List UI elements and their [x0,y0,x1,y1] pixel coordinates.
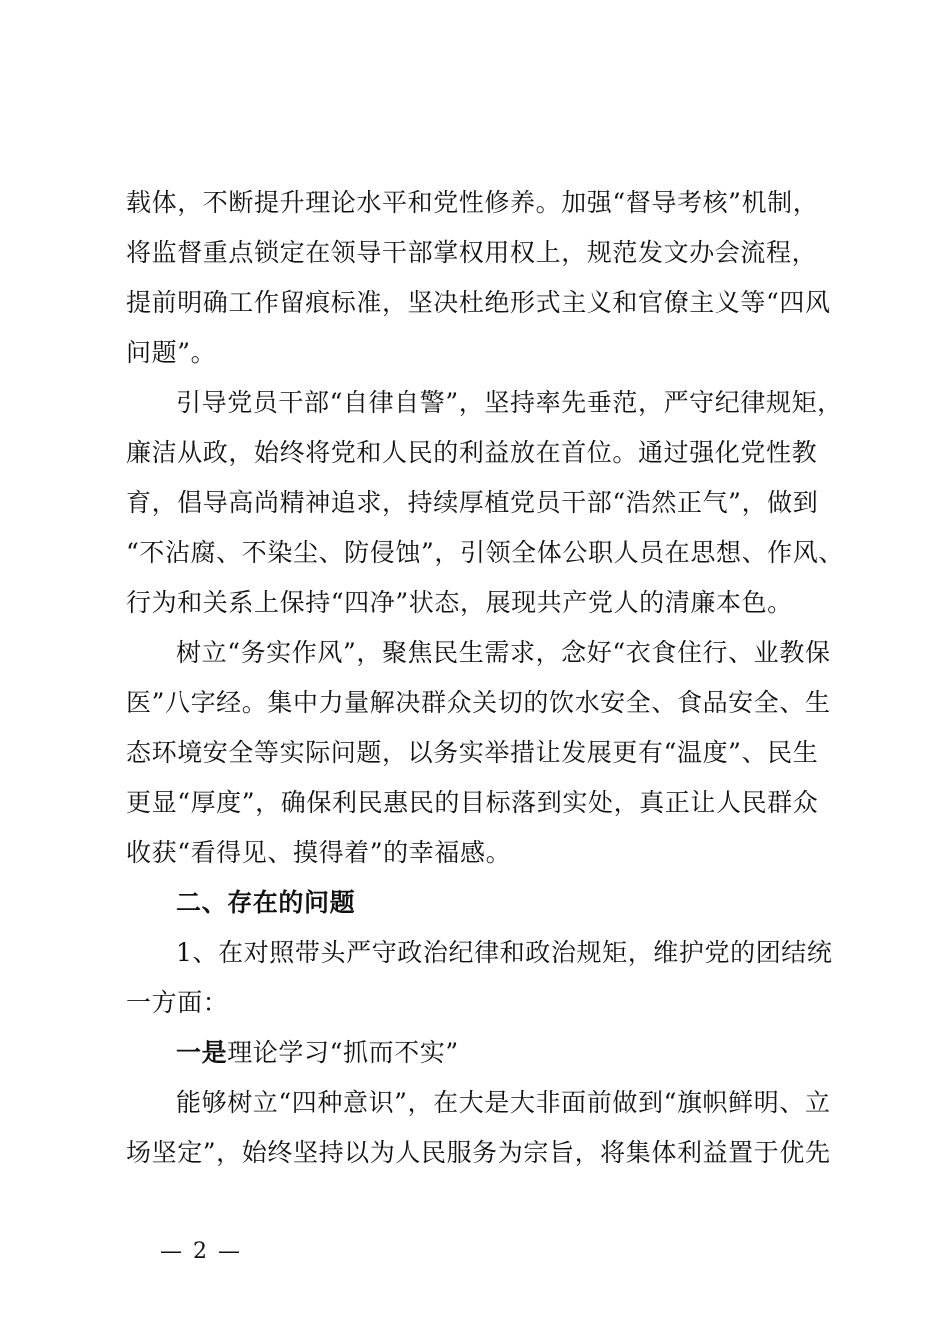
paragraph-start-line: 能够树立“四种意识”，在大是大非面前做到“旗帜鲜明、立 [176,1088,831,1117]
page-number: — 2 — [160,1239,242,1264]
paragraph-start-line: 1、在对照带头严守政治纪律和政治规矩，维护党的团结统 [176,938,833,967]
subheading-text: 理论学习“抓而不实” [227,1038,459,1067]
text-line: 更显“厚度”，确保利民惠民的目标落到实处，真正让人民群众 [126,788,819,817]
text-line: 场坚定”，始终坚持以为人民服务为宗旨，将集体利益置于优先 [126,1138,831,1167]
text-line: 将监督重点锁定在领导干部掌权用权上，规范发文办会流程， [126,238,818,267]
subheading-lead: 一是 [176,1038,228,1067]
text-line: 育，倡导高尚精神追求，持续厚植党员干部“浩然正气”，做到 [126,488,819,517]
subheading-line [126,1028,846,1078]
text-line: 收获“看得见、摸得着”的幸福感。 [126,838,512,867]
text-line: 医”八字经。集中力量解决群众关切的饮水安全、食品安全、生 [126,688,831,717]
section-heading: 二、存在的问题 [176,888,356,917]
paragraph-start-line: 树立“务实作风”，聚焦民生需求，念好“衣食住行、业教保 [176,638,831,667]
body-text [126,178,846,1178]
text-line: 行为和关系上保持“四净”状态，展现共产党人的清廉本色。 [126,588,793,617]
text-line: 问题”。 [126,338,217,367]
text-line: 载体，不断提升理论水平和党性修养。加强“督导考核”机制， [126,188,819,217]
text-line: 态环境安全等实际问题，以务实举措让发展更有“温度”、民生 [126,738,819,767]
text-line: 廉洁从政，始终将党和人民的利益放在首位。通过强化党性教 [126,438,818,467]
text-line: “不沾腐、不染尘、防侵蚀”，引领全体公职人员在思想、作风、 [126,538,844,567]
paragraph-start-line: 引导党员干部“自律自警”，坚持率先垂范，严守纪律规矩， [176,388,843,417]
text-line: 提前明确工作留痕标准，坚决杜绝形式主义和官僚主义等“四风 [126,288,831,317]
text-line: 一方面： [126,988,229,1017]
